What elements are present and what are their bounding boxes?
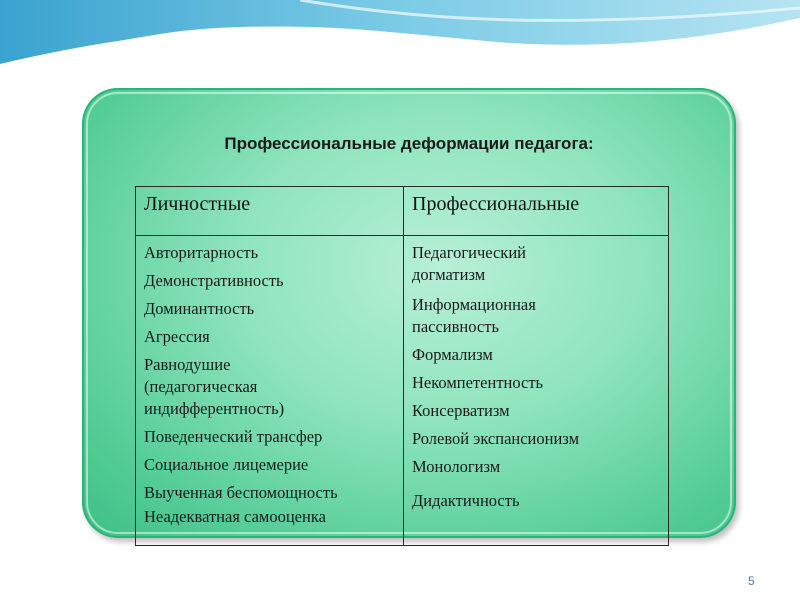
list-item: Неадекватная самооценка (144, 507, 326, 526)
table-row (136, 236, 669, 546)
professional-list-cell (404, 236, 669, 546)
list-item: Информационная пассивность (412, 295, 536, 336)
list-item: Доминантность (144, 299, 255, 318)
list-item: Формализм (412, 345, 493, 364)
page-number: 5 (748, 574, 755, 588)
list-item: Демонстративность (144, 271, 284, 290)
list-item: Авторитарность (144, 243, 259, 262)
list-item: Ролевой экспансионизм (412, 429, 580, 448)
list-item: Агрессия (144, 327, 210, 346)
list-item: Дидактичность (412, 491, 520, 510)
slide-title: Профессиональные деформации педагога: (224, 134, 594, 153)
column-header-professional: Профессиональные (404, 187, 669, 236)
list-item: Выученная беспомощность (144, 483, 338, 502)
column-header-personal: Личностные (136, 187, 404, 236)
list-item: Поведенческий трансфер (144, 427, 323, 446)
list-item: Равнодушие (педагогическая индифферентность) (144, 355, 285, 418)
list-item: Консерватизм (412, 401, 510, 420)
list-item: Некомпетентность (412, 373, 544, 392)
list-item: Монологизм (412, 457, 501, 476)
deformations-table (135, 186, 669, 546)
table-header-row (136, 187, 669, 236)
list-item: Педагогический догматизм (412, 243, 526, 284)
list-item: Социальное лицемерие (144, 455, 309, 474)
header-wave-decoration (0, 0, 800, 80)
personal-list-cell (136, 236, 404, 546)
